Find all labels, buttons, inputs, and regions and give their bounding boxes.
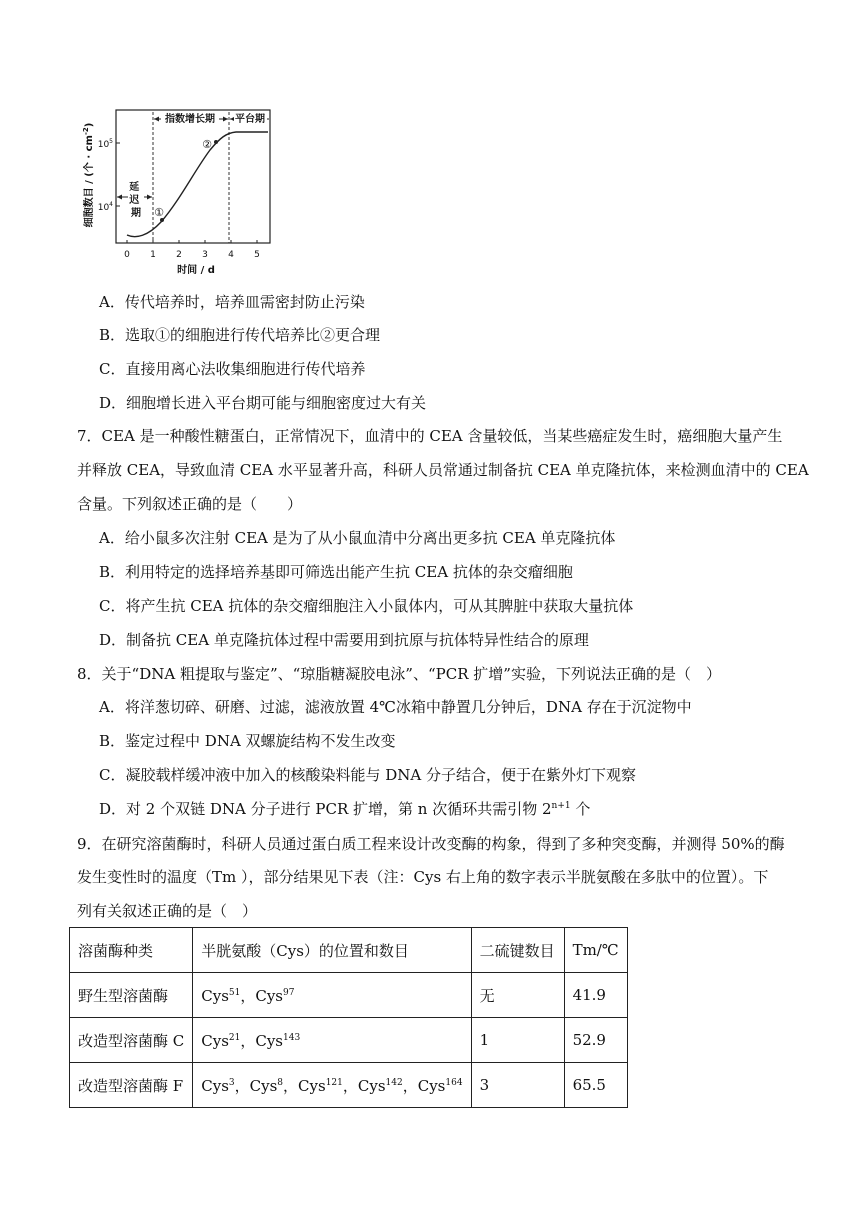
cys-position-cell: [193, 973, 471, 1018]
cys-position-cell: [193, 1063, 471, 1108]
disulfide-count-cell: 3: [471, 1063, 564, 1108]
y-tick-1e5: $10^5$: [97, 138, 113, 150]
table-header-cell: 二硫键数目: [471, 928, 564, 973]
q8-stem: 8．关于“DNA 粗提取与鉴定”、“琼脂糖凝胶电泳”、“PCR 扩增”实验，下列说法正确的是（ ）: [77, 665, 721, 683]
cys-position-sup: 143: [283, 1032, 301, 1043]
phase-exponential-label: 指数增长期: [165, 114, 215, 125]
enzyme-type-cell: 改造型溶菌酶 C: [70, 1018, 193, 1063]
table-header-row: [70, 928, 628, 973]
cys-text: ，Cys: [342, 1076, 386, 1095]
x-tick-label: 0: [124, 250, 130, 260]
x-tick-label: 3: [202, 250, 208, 260]
cys-position-cell: [193, 1018, 471, 1063]
enzyme-type-cell: 改造型溶菌酶 F: [70, 1063, 193, 1108]
phase-plateau-label: 平台期: [235, 114, 265, 125]
cys-position-sup: 21: [228, 1032, 241, 1043]
table-row: [70, 1063, 628, 1108]
q6-option-c: C．直接用离心法收集细胞进行传代培养: [99, 360, 366, 378]
tm-cell: 41.9: [564, 973, 627, 1018]
cys-position-sup: 164: [445, 1077, 463, 1088]
y-tick-1e4: $10^4$: [97, 201, 113, 213]
x-tick-label: 2: [176, 250, 182, 260]
cys-text: ，Cys: [240, 1031, 284, 1050]
cys-position-sup: 3: [228, 1077, 235, 1088]
cys-position-sup: 142: [385, 1077, 403, 1088]
q9-stem-line-1: 9．在研究溶菌酶时，科研人员通过蛋白质工程来设计改变酶的构象，得到了多种突变酶，并测得 50%的酶: [77, 835, 785, 853]
cys-position-sup: 51: [228, 987, 241, 998]
table-row: [70, 973, 628, 1018]
q6-option-d: D．细胞增长进入平台期可能与细胞密度过大有关: [99, 394, 427, 412]
marker-2: ②: [202, 138, 212, 151]
phase-lag-label: 延 迟 期: [129, 182, 141, 219]
x-tick-label: 1: [150, 250, 156, 260]
cys-text: ，Cys: [283, 1076, 326, 1095]
table-row: [70, 1018, 628, 1063]
table-header-cell: 半胱氨酸（Cys）的位置和数目: [193, 928, 471, 973]
q8-option-d: D．对 2 个双链 DNA 分子进行 PCR 扩增，第 n 次循环共需引物 $2^{n+1}$ 个: [99, 800, 591, 818]
q8-option-b: B．鉴定过程中 DNA 双螺旋结构不发生改变: [99, 732, 396, 750]
enzyme-type-cell: 野生型溶菌酶: [70, 973, 193, 1018]
q8-option-a: A．将洋葱切碎、研磨、过滤，滤液放置 4℃冰箱中静置几分钟后，DNA 存在于沉淀物中: [99, 698, 692, 716]
cys-position-sup: 8: [277, 1077, 284, 1088]
q7-stem-line-1: 7．CEA 是一种酸性糖蛋白，正常情况下，血清中的 CEA 含量较低，当某些癌症发生时，癌细胞大量产生: [77, 427, 783, 445]
tm-cell: 65.5: [564, 1063, 627, 1108]
q7-option-a: A．给小鼠多次注射 CEA 是为了从小鼠血清中分离出更多抗 CEA 单克隆抗体: [99, 529, 616, 547]
table-header-cell: 溶菌酶种类: [70, 928, 193, 973]
lysozyme-table: [69, 927, 628, 1108]
table-body: [70, 973, 628, 1108]
q9-stem-line-3: 列有关叙述正确的是（ ）: [77, 902, 258, 920]
q7-option-c: C．将产生抗 CEA 抗体的杂交瘤细胞注入小鼠体内，可从其脾脏中获取大量抗体: [99, 597, 634, 615]
disulfide-count-cell: 无: [471, 973, 564, 1018]
q7-option-b: B．利用特定的选择培养基即可筛选出能产生抗 CEA 抗体的杂交瘤细胞: [99, 563, 573, 581]
table-header-cell: Tm/℃: [564, 928, 627, 973]
marker-1: ①: [154, 206, 164, 219]
cys-position-sup: 97: [283, 987, 295, 998]
q7-option-d: D．制备抗 CEA 单克隆抗体过程中需要用到抗原与抗体特异性结合的原理: [99, 631, 589, 649]
figure-ylabel: 细胞数目 / (个 · $cm^{-2}$): [82, 122, 95, 228]
cys-text: Cys: [201, 1076, 229, 1095]
tm-cell: 52.9: [564, 1018, 627, 1063]
q9-stem-line-2: 发生变性时的温度（Tm ），部分结果见下表（注：Cys 右上角的数字表示半胱氨酸在多肽中的位置）。下: [77, 868, 769, 886]
cys-text: ，Cys: [402, 1076, 446, 1095]
cys-text: Cys: [201, 986, 229, 1005]
x-tick-label: 5: [254, 250, 260, 260]
q6-option-b: B．选取①的细胞进行传代培养比②更合理: [99, 326, 381, 344]
cys-text: ，Cys: [240, 986, 284, 1005]
marker-point-2: [214, 140, 218, 144]
growth-curve: [127, 132, 268, 237]
q8-option-c: C．凝胶载样缓冲液中加入的核酸染料能与 DNA 分子结合，便于在紫外灯下观察: [99, 766, 637, 784]
q7-stem-line-2: 并释放 CEA，导致血清 CEA 水平显著升高，科研人员常通过制备抗 CEA 单克隆抗体，来检测血清中的 CEA: [77, 461, 809, 479]
cys-text: Cys: [201, 1031, 229, 1050]
q6-option-a: A．传代培养时，培养皿需密封防止污染: [99, 293, 365, 311]
cys-position-sup: 121: [325, 1077, 343, 1088]
cys-text: ，Cys: [234, 1076, 278, 1095]
x-tick-label: 4: [228, 250, 234, 260]
disulfide-count-cell: 1: [471, 1018, 564, 1063]
growth-curve-figure: [70, 100, 290, 280]
q7-stem-line-3: 含量。下列叙述正确的是（ ）: [77, 495, 303, 513]
figure-xlabel: 时间 / d: [177, 265, 215, 276]
